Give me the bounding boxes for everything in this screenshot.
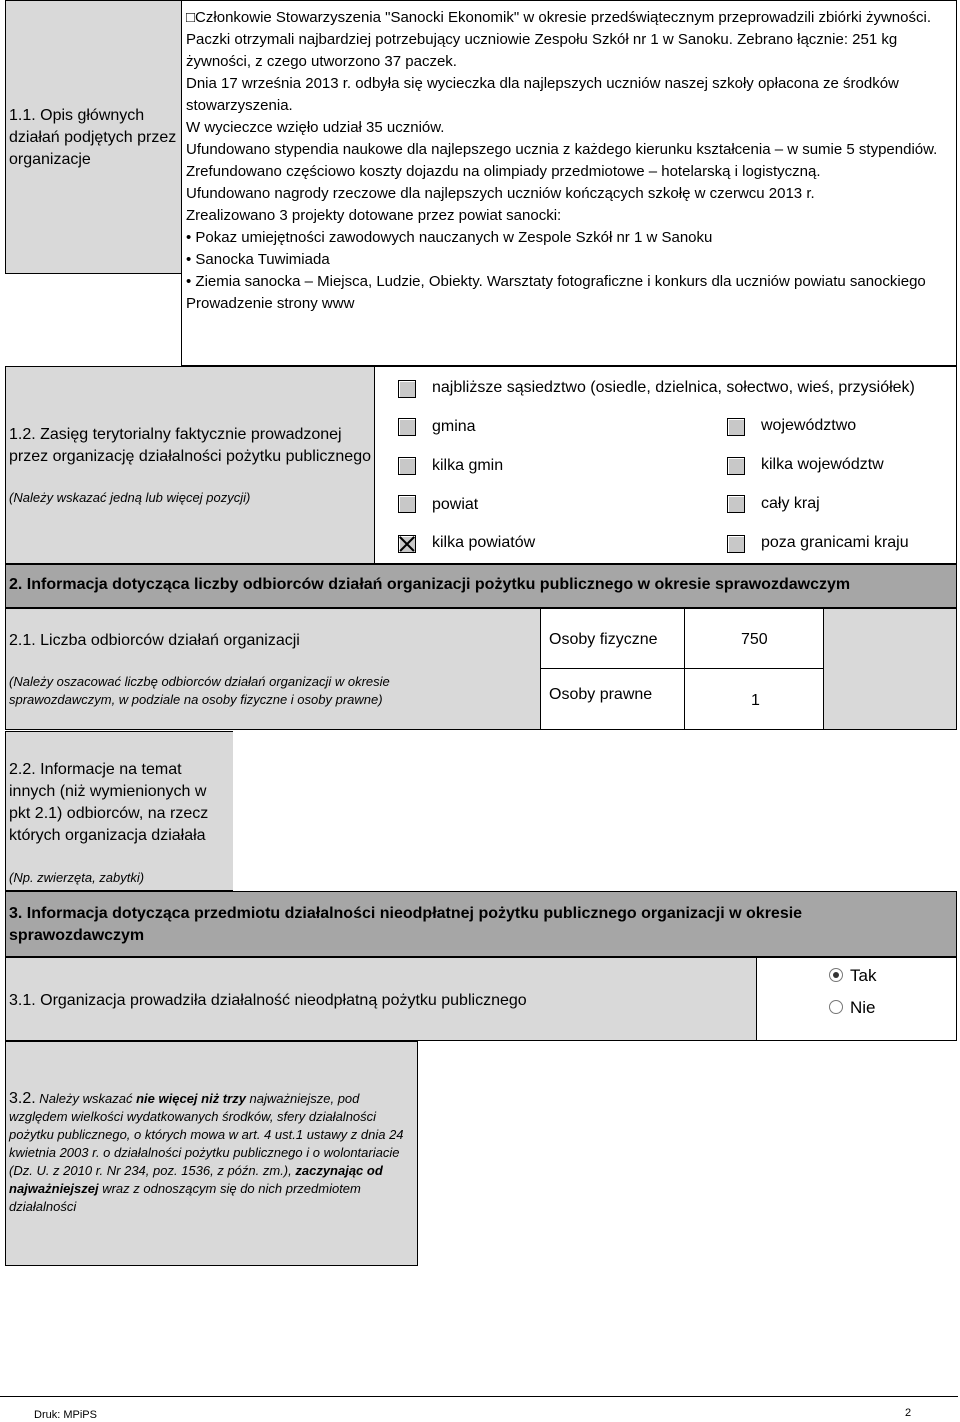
sec3-header-cell: [5, 891, 957, 957]
sec11-paragraph: • Sanocka Tuwimiada: [186, 251, 330, 268]
sec31-cell: [5, 957, 757, 1041]
sec3-header: 3. Informacja dotycząca przedmiotu działalności nieodpłatnej pożytku publicznego organizacji w okresie sprawozdawczym: [9, 905, 803, 944]
checkbox-label: kilka województw: [761, 456, 884, 473]
sec32-part: zaczynając od: [295, 1163, 383, 1178]
checkbox-caly-kraj[interactable]: [727, 495, 745, 513]
sec21-label: 2.1. Liczba odbiorców działań organizacji: [9, 632, 300, 649]
sec22-label: 2.2. Informacje na temat innych (niż wymienionych w pkt 2.1) odbiorców, na rzecz których organizacja działała: [9, 761, 209, 844]
sec11-description-cell: [181, 0, 957, 366]
checkbox-wojewodztwo[interactable]: [727, 418, 745, 436]
checkbox-kilka-gmin[interactable]: [398, 457, 416, 475]
checkbox-label: powiat: [432, 496, 479, 513]
sec22-cell: [5, 731, 234, 891]
sec11-paragraph: W wycieczce wzięło udział 35 uczniów.: [186, 119, 445, 136]
sec32-part: Należy wskazać: [35, 1091, 137, 1106]
checkbox-gmina[interactable]: [398, 418, 416, 436]
sec11-paragraph: Dnia 17 września 2013 r. odbyła się wycieczka dla najlepszych uczniów naszej szkoły opłacona ze środków stowarzyszenia.: [186, 75, 899, 114]
checkbox-label: cały kraj: [761, 495, 820, 512]
sec32-number: 3.2.: [9, 1090, 36, 1107]
sec12-label: 1.2. Zasięg terytorialny faktycznie prowadzonej przez organizację działalności pożytku publicznego: [9, 426, 371, 465]
checkbox-poza-granicami-kraju[interactable]: [727, 535, 745, 553]
sec11-label: 1.1. Opis głównych działań podjętych przez organizacje: [9, 107, 177, 168]
sec31-label: 3.1. Organizacja prowadziła działalność nieodpłatną pożytku publicznego: [9, 992, 527, 1009]
checkbox-kilka-powiatow[interactable]: [398, 535, 416, 553]
sec12-note: (Należy wskazać jedną lub więcej pozycji): [9, 490, 251, 505]
radio-tak-label: Tak: [850, 966, 877, 985]
sec32-part: nie więcej niż trzy: [136, 1091, 246, 1106]
sec11-paragraph: Ufundowano nagrody rzeczowe dla najlepszych uczniów kończących szkołę w czerwcu 2013 r.: [186, 185, 815, 202]
footer-page-number: 2: [905, 1407, 912, 1419]
checkbox-najblizsze-sasiedztwo[interactable]: [398, 380, 416, 398]
sec11-paragraph: Ufundowano stypendia naukowe dla najlepszego ucznia z każdego kierunku kształcenia – w sumie 5 stypendiów.: [186, 141, 938, 158]
sec11-paragraph: • Ziemia sanocka – Miejsca, Ludzie, Obiekty. Warsztaty fotograficzne i konkurs dla uczniów powiatu sanockiego: [186, 273, 926, 290]
sec11-label-cell: [5, 0, 182, 274]
phys-persons-value: 750: [741, 631, 768, 648]
sec2-header: 2. Informacja dotycząca liczby odbiorców działań organizacji pożytku publicznego w okresie sprawozdawczym: [9, 576, 851, 593]
footer-print: Druk: MPiPS: [34, 1409, 97, 1421]
sec32-part: najważniejsze, pod względem wielkości wydatkowanych środków, sfery działalności pożytku publicznego, o których mowa w art. 4 ust.1 ustawy z dnia 24 kwietnia 2003 r. o działalności pożytku publicznego i o wolontariacie (Dz. U. z 2010 r. Nr 234, poz. 1536, z późn. zm.),: [9, 1091, 404, 1178]
sec11-paragraph: Prowadzenie strony www: [186, 295, 355, 312]
sec11-paragraph: □Członkowie Stowarzyszenia "Sanocki Ekonomik" w okresie przedświątecznym przeprowadzili zbiórki żywności. Paczki otrzymali najbardziej potrzebujący uczniowie Zespołu Szkół nr 1 w Sanoku. Zebrano łącznie: 251 kg żywności, z czego utworzono 37 paczek.: [186, 9, 931, 70]
checkbox-powiat[interactable]: [398, 495, 416, 513]
sec11-paragraph: Zrealizowano 3 projekty dotowane przez powiat sanocki:: [186, 207, 562, 224]
sec22-value-cell[interactable]: [233, 731, 957, 891]
sec32-part: wraz z odnoszącym się do nich przedmiotem działalności: [9, 1181, 361, 1214]
sec32-cell: [5, 1041, 418, 1266]
sec11-description: [186, 7, 952, 315]
phys-persons-label: Osoby fizyczne: [549, 631, 658, 648]
legal-persons-label: Osoby prawne: [549, 686, 653, 703]
sec11-paragraph: Zrefundowano częściowo koszty dojazdu na olimpiady przedmiotowe – hotelarską i logistyczną.: [186, 163, 821, 180]
sec21-note: (Należy oszacować liczbę odbiorców działań organizacji w okresie sprawozdawczym, w podziale na osoby fizyczne i osoby prawne): [9, 674, 390, 707]
checkbox-label: gmina: [432, 418, 476, 435]
sec22-note: (Np. zwierzęta, zabytki): [9, 870, 145, 885]
checkbox-label: województwo: [761, 417, 857, 434]
sec2-header-cell: [5, 564, 957, 608]
phys-persons-value-cell[interactable]: [684, 608, 824, 669]
radio-nie-label: Nie: [850, 998, 876, 1017]
checkbox-label: kilka powiatów: [432, 534, 536, 551]
sec32-part: najważniejszej: [9, 1181, 99, 1196]
radio-tak[interactable]: [829, 968, 843, 982]
legal-persons-label-cell: [540, 668, 685, 730]
phys-persons-label-cell: [540, 608, 685, 669]
checkbox-kilka-wojewodztw[interactable]: [727, 457, 745, 475]
sec32-text: [9, 1090, 417, 1216]
legal-persons-value: 1: [751, 692, 760, 709]
radio-nie[interactable]: [829, 1000, 843, 1014]
footer-line: [0, 1396, 958, 1397]
legal-persons-value-cell[interactable]: [684, 668, 824, 730]
sec11-paragraph: • Pokaz umiejętności zawodowych nauczanych w Zespole Szkół nr 1 w Sanoku: [186, 229, 713, 246]
checkbox-label: najbliższe sąsiedztwo (osiedle, dzielnica, sołectwo, wieś, przysiółek): [432, 379, 915, 396]
checkbox-label: kilka gmin: [432, 457, 504, 474]
checkbox-label: poza granicami kraju: [761, 534, 909, 551]
